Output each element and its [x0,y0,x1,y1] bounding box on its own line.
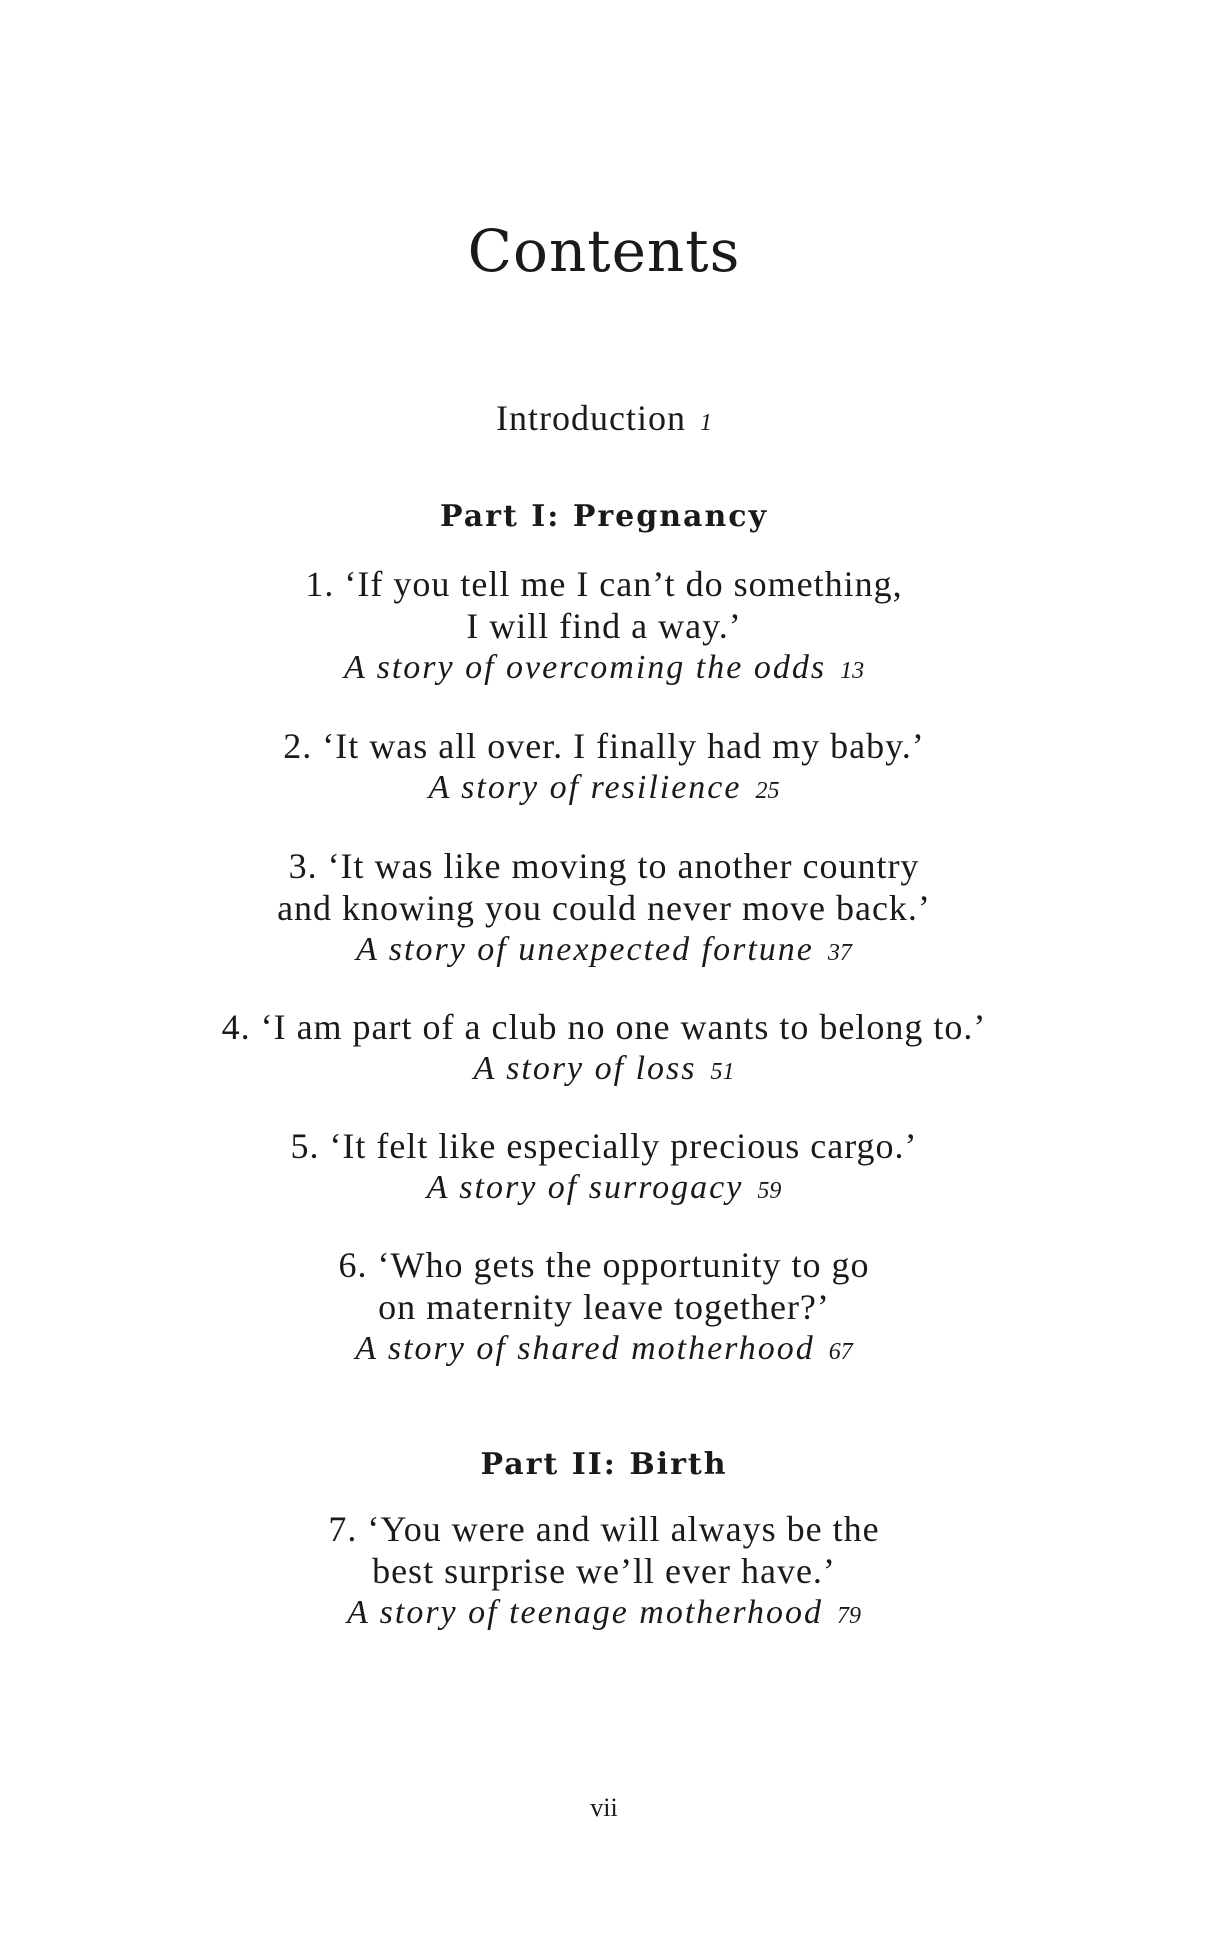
chapter-subtitle-line [0,767,1208,812]
chapter-subtitle-line [0,647,1208,692]
introduction-page-number: 1 [699,410,712,436]
chapter-subtitle: A story of loss [473,1050,697,1087]
chapter-page-number: 51 [710,1059,735,1085]
chapter-subtitle: A story of unexpected fortune [356,931,814,968]
chapter-page-number: 13 [840,658,865,684]
toc-entry-chapter-2 [0,725,1208,812]
toc-entry-chapter-3 [0,845,1208,974]
chapter-title-line: 6. ‘Who gets the opportunity to go [338,1245,870,1285]
toc-entry-chapter-7 [0,1508,1208,1637]
chapter-subtitle-line [0,1328,1208,1373]
chapter-page-number: 59 [757,1178,782,1204]
page-number-folio: vii [590,1793,618,1822]
chapter-subtitle-line [0,929,1208,974]
toc-entry-chapter-5 [0,1125,1208,1212]
chapter-title-line: 1. ‘If you tell me I can’t do something, [305,564,903,604]
chapter-subtitle: A story of teenage motherhood [346,1594,824,1631]
toc-entry-introduction [0,400,1208,436]
chapter-page-number: 67 [828,1339,853,1365]
introduction-label: Introduction [496,398,686,438]
toc-entry-chapter-1 [0,563,1208,692]
chapter-page-number: 37 [827,940,852,966]
chapter-title-line: 7. ‘You were and will always be the [328,1509,880,1549]
chapter-subtitle: A story of overcoming the odds [343,649,827,686]
chapter-subtitle: A story of shared motherhood [355,1330,815,1367]
chapter-subtitle: A story of resilience [428,769,742,806]
part-heading-pregnancy: Part I: Pregnancy [439,499,769,534]
page-title: Contents [467,217,741,285]
chapter-subtitle-line [0,1048,1208,1093]
toc-entry-chapter-6 [0,1244,1208,1373]
chapter-title-line: 2. ‘It was all over. I finally had my baby.’ [283,726,925,766]
chapter-page-number: 79 [837,1603,862,1629]
chapter-page-number: 25 [755,778,780,804]
chapter-title-line: I will find a way.’ [466,606,742,646]
chapter-title-line: on maternity leave together?’ [378,1287,830,1327]
chapter-title-line: 3. ‘It was like moving to another country [288,846,920,886]
chapter-subtitle: A story of surrogacy [426,1169,744,1206]
chapter-title-line: best surprise we’ll ever have.’ [372,1551,836,1591]
chapter-title-line: and knowing you could never move back.’ [277,888,931,928]
toc-entry-chapter-4 [0,1006,1208,1093]
chapter-subtitle-line [0,1592,1208,1637]
chapter-title-line: 4. ‘I am part of a club no one wants to belong to.’ [221,1007,987,1047]
chapter-subtitle-line [0,1167,1208,1212]
part-heading-birth: Part II: Birth [480,1447,728,1482]
chapter-title-line: 5. ‘It felt like especially precious cargo.’ [290,1126,918,1166]
